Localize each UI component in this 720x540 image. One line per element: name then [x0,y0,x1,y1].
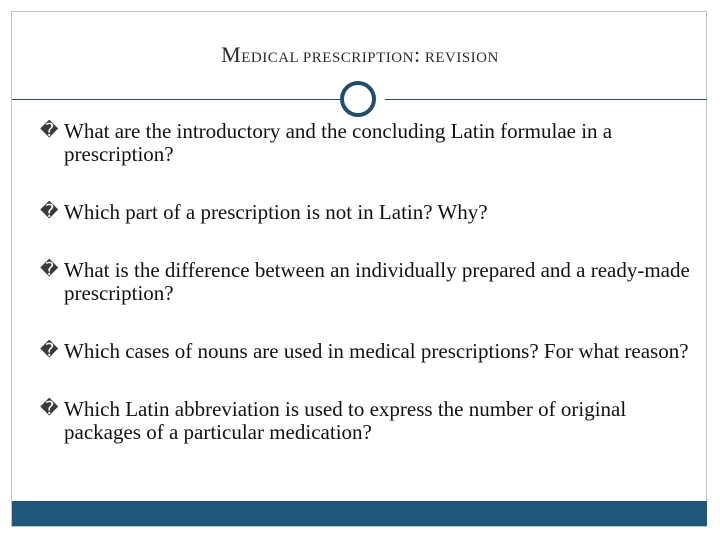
bullet-item [40,201,690,224]
bullet-text: Which cases of nouns are used in medical prescriptions? For what reason? [64,339,689,363]
title-rule-right [385,99,707,100]
title-part-2: REVISION [420,50,499,66]
title-initial: M [221,42,242,67]
slide-title [0,42,720,68]
bullet-item [40,120,690,166]
bullet-text: What is the difference between an individually prepared and a ready-made prescription? [64,258,690,305]
bullet-glyph-icon: � [40,201,59,222]
title-rule-left [12,99,342,100]
title-ring-ornament [340,81,376,117]
footer-band [12,501,707,526]
title-part-1: EDICAL PRESCRIPTION [241,50,414,66]
bullet-glyph-icon: � [40,120,59,141]
bullet-list [40,120,690,479]
bullet-text: What are the introductory and the concluding Latin formulae in a prescription? [64,119,613,166]
bullet-glyph-icon: � [40,340,59,361]
bullet-glyph-icon: � [40,259,59,280]
bullet-item [40,398,690,444]
bullet-text: Which part of a prescription is not in Latin? Why? [64,200,488,224]
title-colon: : [413,42,421,67]
bullet-item [40,259,690,305]
bullet-glyph-icon: � [40,398,59,419]
bullet-item [40,340,690,363]
bullet-text: Which Latin abbreviation is used to express the number of original packages of a particular medication? [64,397,627,444]
